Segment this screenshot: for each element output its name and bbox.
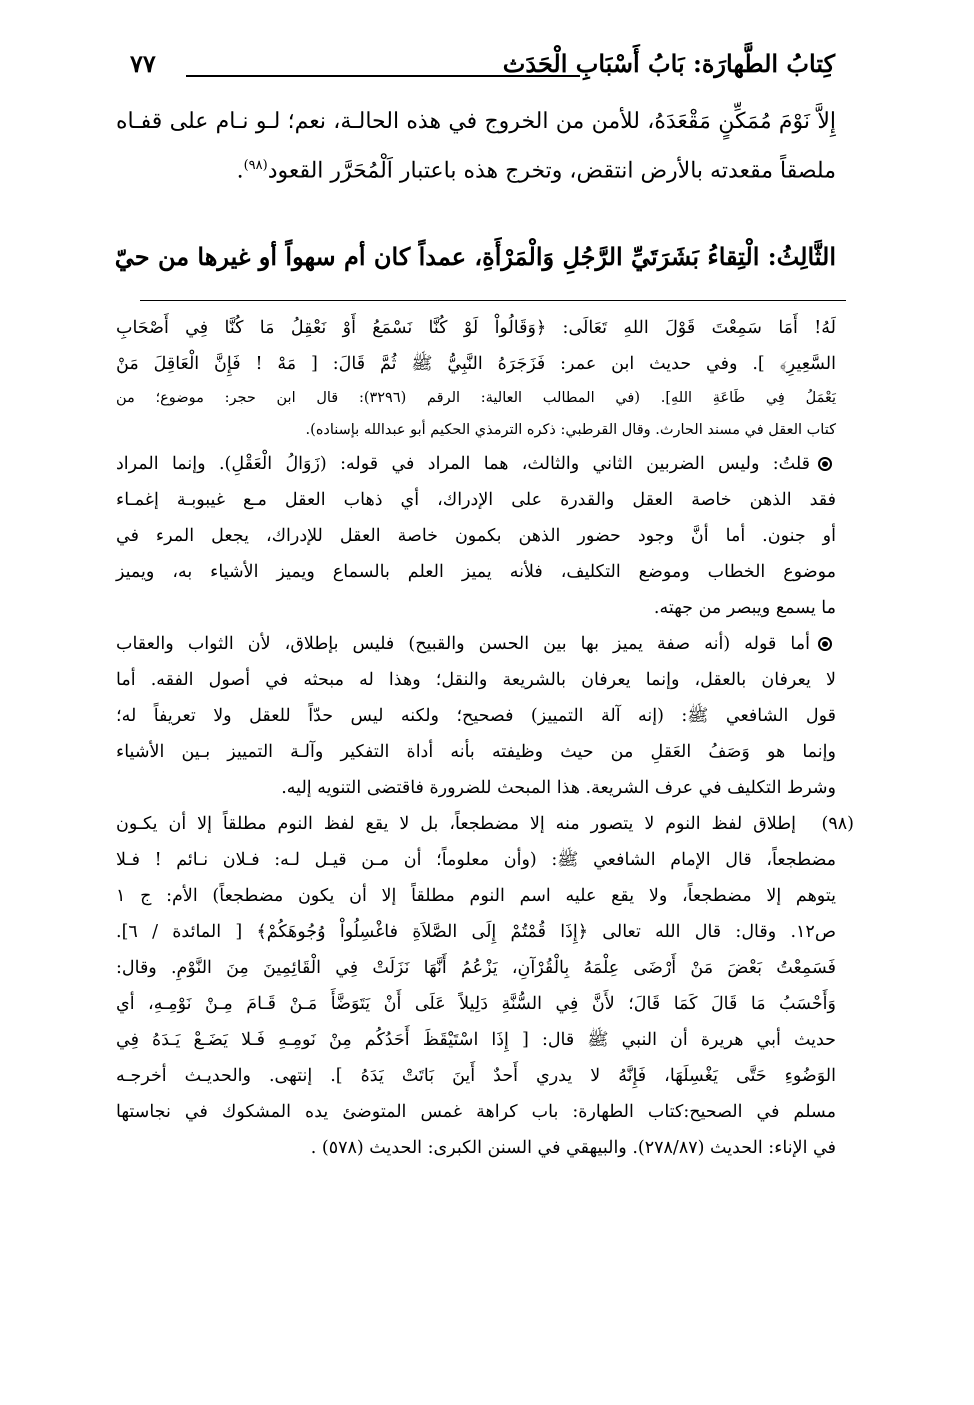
note-line: يَعْمَلُ فِي طَاعَةِ اللهِ]. (في المطالب العالية: الرقم (٣٢٩٦): قال ابن حجر: موضوع؛ من: [116, 390, 836, 406]
note-line: أو جنون. أما أنَّ وجود حضور الذهن بكمون خاصة العقل للإدراك، يجعل المرء في: [116, 526, 836, 546]
footnote-98: (٩٨) إطلاق لفظ النوم لا يتصور منه إلا مضطجعاً، بل لا يقع لفظ النوم مطلقاً إلا أن يكـون: [116, 806, 836, 842]
note-line: حديث أبي هريرة أن النبي ﷺ قال: [ إِذَا اسْتَيْقَظَ أَحَدُكُم مِنْ نَومِـهِ فَـلا يَضَـعْ يَـدَهُ فِي: [116, 1030, 836, 1050]
main-line-1: إِلاَّ نَوْمَ مُمَكِّنٍ مَقْعَدَهُ، للأمن من الخروج في هذه الحالـة، نعم؛ لـو نـام على قفـاه: [116, 109, 836, 134]
main-text: [116, 100, 836, 188]
bullet-icon: [814, 446, 836, 482]
footnote-divider: [140, 300, 846, 301]
note-line: فَسَمِعْتُ بَعْضَ مَنْ أَرْضَى عِلْمَهُ بِالْقُرْآنِ، يَزْعُمُ أَنَّهَا نَزَلَتْ فِي الْقَائِمِينَ مِنَ النَّوْمِ. وقال:: [116, 958, 836, 978]
note-line: في الإناء: الحديث (٢٧٨/٨٧). والبيهقي في السنن الكبرى: الحديث (٥٧٨) .: [310, 1138, 836, 1158]
comment-paragraph-2: أما قوله (أنه صفة يميز بها بين الحسن والقبيح) فليس بإطلاق، لأن الثواب والعقاب: [116, 626, 836, 662]
page-number: ٧٧: [130, 49, 156, 78]
note-line: لا يعرفان بالعقل، وإنما يعرفان بالشريعة والنقل؛ وهذا له مبحثه في أصول الفقه. أما: [116, 670, 836, 690]
note-line: وَأَحْسَبُ مَا قَالَ كَمَا قَالَ؛ لأَنَّ فِي السُّنَّةِ دَلِيلاً عَلَى أَنْ يَتَوَضَّأَ مَـنْ قَـامَ مِـنْ نَوْمِـهِ، أي: [116, 994, 836, 1014]
note-line: يتوهم إلا مضطجعاً، ولا يقع عليه اسم النوم مطلقاً إلا أن يكون مضطجعاً) الأم: ج ١: [116, 886, 836, 906]
note-line: موضوع الخطاب وموضع التكليف، فلأنه يميز العلم بالسماع ويميز الأشياء به، ويميز: [116, 562, 836, 582]
note-line: مضطجعاً، قال الإمام الشافعي ﷺ: (وأن معلوماً؛ أن مـن قيـل لـه: فـلان نـائم ! فـلا: [116, 850, 836, 870]
chapter-title: كِتابُ الطَّهارَة: بَابُ أَسْبَابِ الْحَدَث: [502, 49, 835, 78]
note-line: وإنما هو وَصَفُ العَقلِ من حيث وظيفته بأنه أداة التفكير وآلـة التمييز بـين الأشياء: [116, 742, 836, 762]
note-line: كتاب العقل في مسند الحارث. وقال القرطبي: ذكره الترمذي الحكيم أبو عبدالله بإسناده).: [305, 422, 836, 438]
note-line: مسلم في الصحيح:كتاب الطهارة: باب كراهة غمس المتوضئ يده المشكوك في نجاستها: [116, 1102, 836, 1122]
bullet-icon: [814, 626, 836, 662]
note-line: فقد الذهن خاصة العقل والقدرة على الإدراك، أي ذهاب العقل مـع غيبوبـة إغمـاء: [116, 490, 836, 510]
note-line: وشرط التكليف في عرف الشريعة. هذا المبحث للضرورة فاقتضى التنويه إليه.: [281, 778, 836, 798]
section-heading: الثَّالِثُ: الْتِقاءُ بَشَرَتَيِّ الرَّجُلِ وَالْمَرْأَةِ، عمداً كان أم سهواً أو غيرها من حيّ: [114, 242, 836, 271]
note-line: لَهُ! أَمَا سَمِعْتَ قَوْلَ اللهِ تَعَالَى: ﴿وَقَالُواْ لَوْ كُنَّا نَسْمَعُ أَوْ نَعْقِلُ مَا كُنَّا فِي أَصْحَابِ: [116, 318, 836, 338]
note-line: ما يسمع ويبصر من جهته.: [653, 598, 836, 618]
note-line: السَّعِيرِ﴾ ]. وفي حديث ابن عمر: فَزَجَرَهُ النَّبِيُّ ﷺ ثُمَّ قَالَ: [ مَهْ ! فَإِنَّ الْعَاقِلَ مَنْ: [116, 354, 836, 374]
main-line-2: ملصقاً مقعدته بالأرض انتقض، وتخرج هذه باعتبار اَلْمُحَرَّر القعود$^{(٩٨)}$.: [236, 158, 836, 184]
running-header: [130, 44, 835, 84]
header-rule: [186, 75, 580, 77]
footnotes: [116, 310, 854, 1166]
footnote-reference[interactable]: (٩٨): [243, 158, 268, 173]
note-line: الوَضُوءِ حَتَّى يَغْسِلَهَا، فَإِنَّهُ لا يدري أَحدٌ أَينَ بَاتَتْ يَدَهُ ]. إنتهى. والحديـث أخرجـه: [116, 1066, 836, 1086]
note-line: قول الشافعي ﷺ: (إنه آلة التمييز) فصحيح؛ ولكنه ليس حدّاً للعقل ولا تعريفاً له؛: [116, 706, 836, 726]
comment-paragraph-1: قلتُ: وليس الضربين الثاني والثالث، هما المراد في قوله: (زَوَالُ الْعَقْلِ). وإنما المراد: [116, 446, 836, 482]
note-line: ص١٢. وقال: قال الله تعالى ﴿إِذَا قُمْتُمْ إِلَى الصَّلاَةِ فاغْسِلُواْ وُجُوهَكُمْ﴾ [ المائدة / ٦].: [116, 922, 836, 942]
footnote-number: (٩٨): [821, 814, 854, 834]
